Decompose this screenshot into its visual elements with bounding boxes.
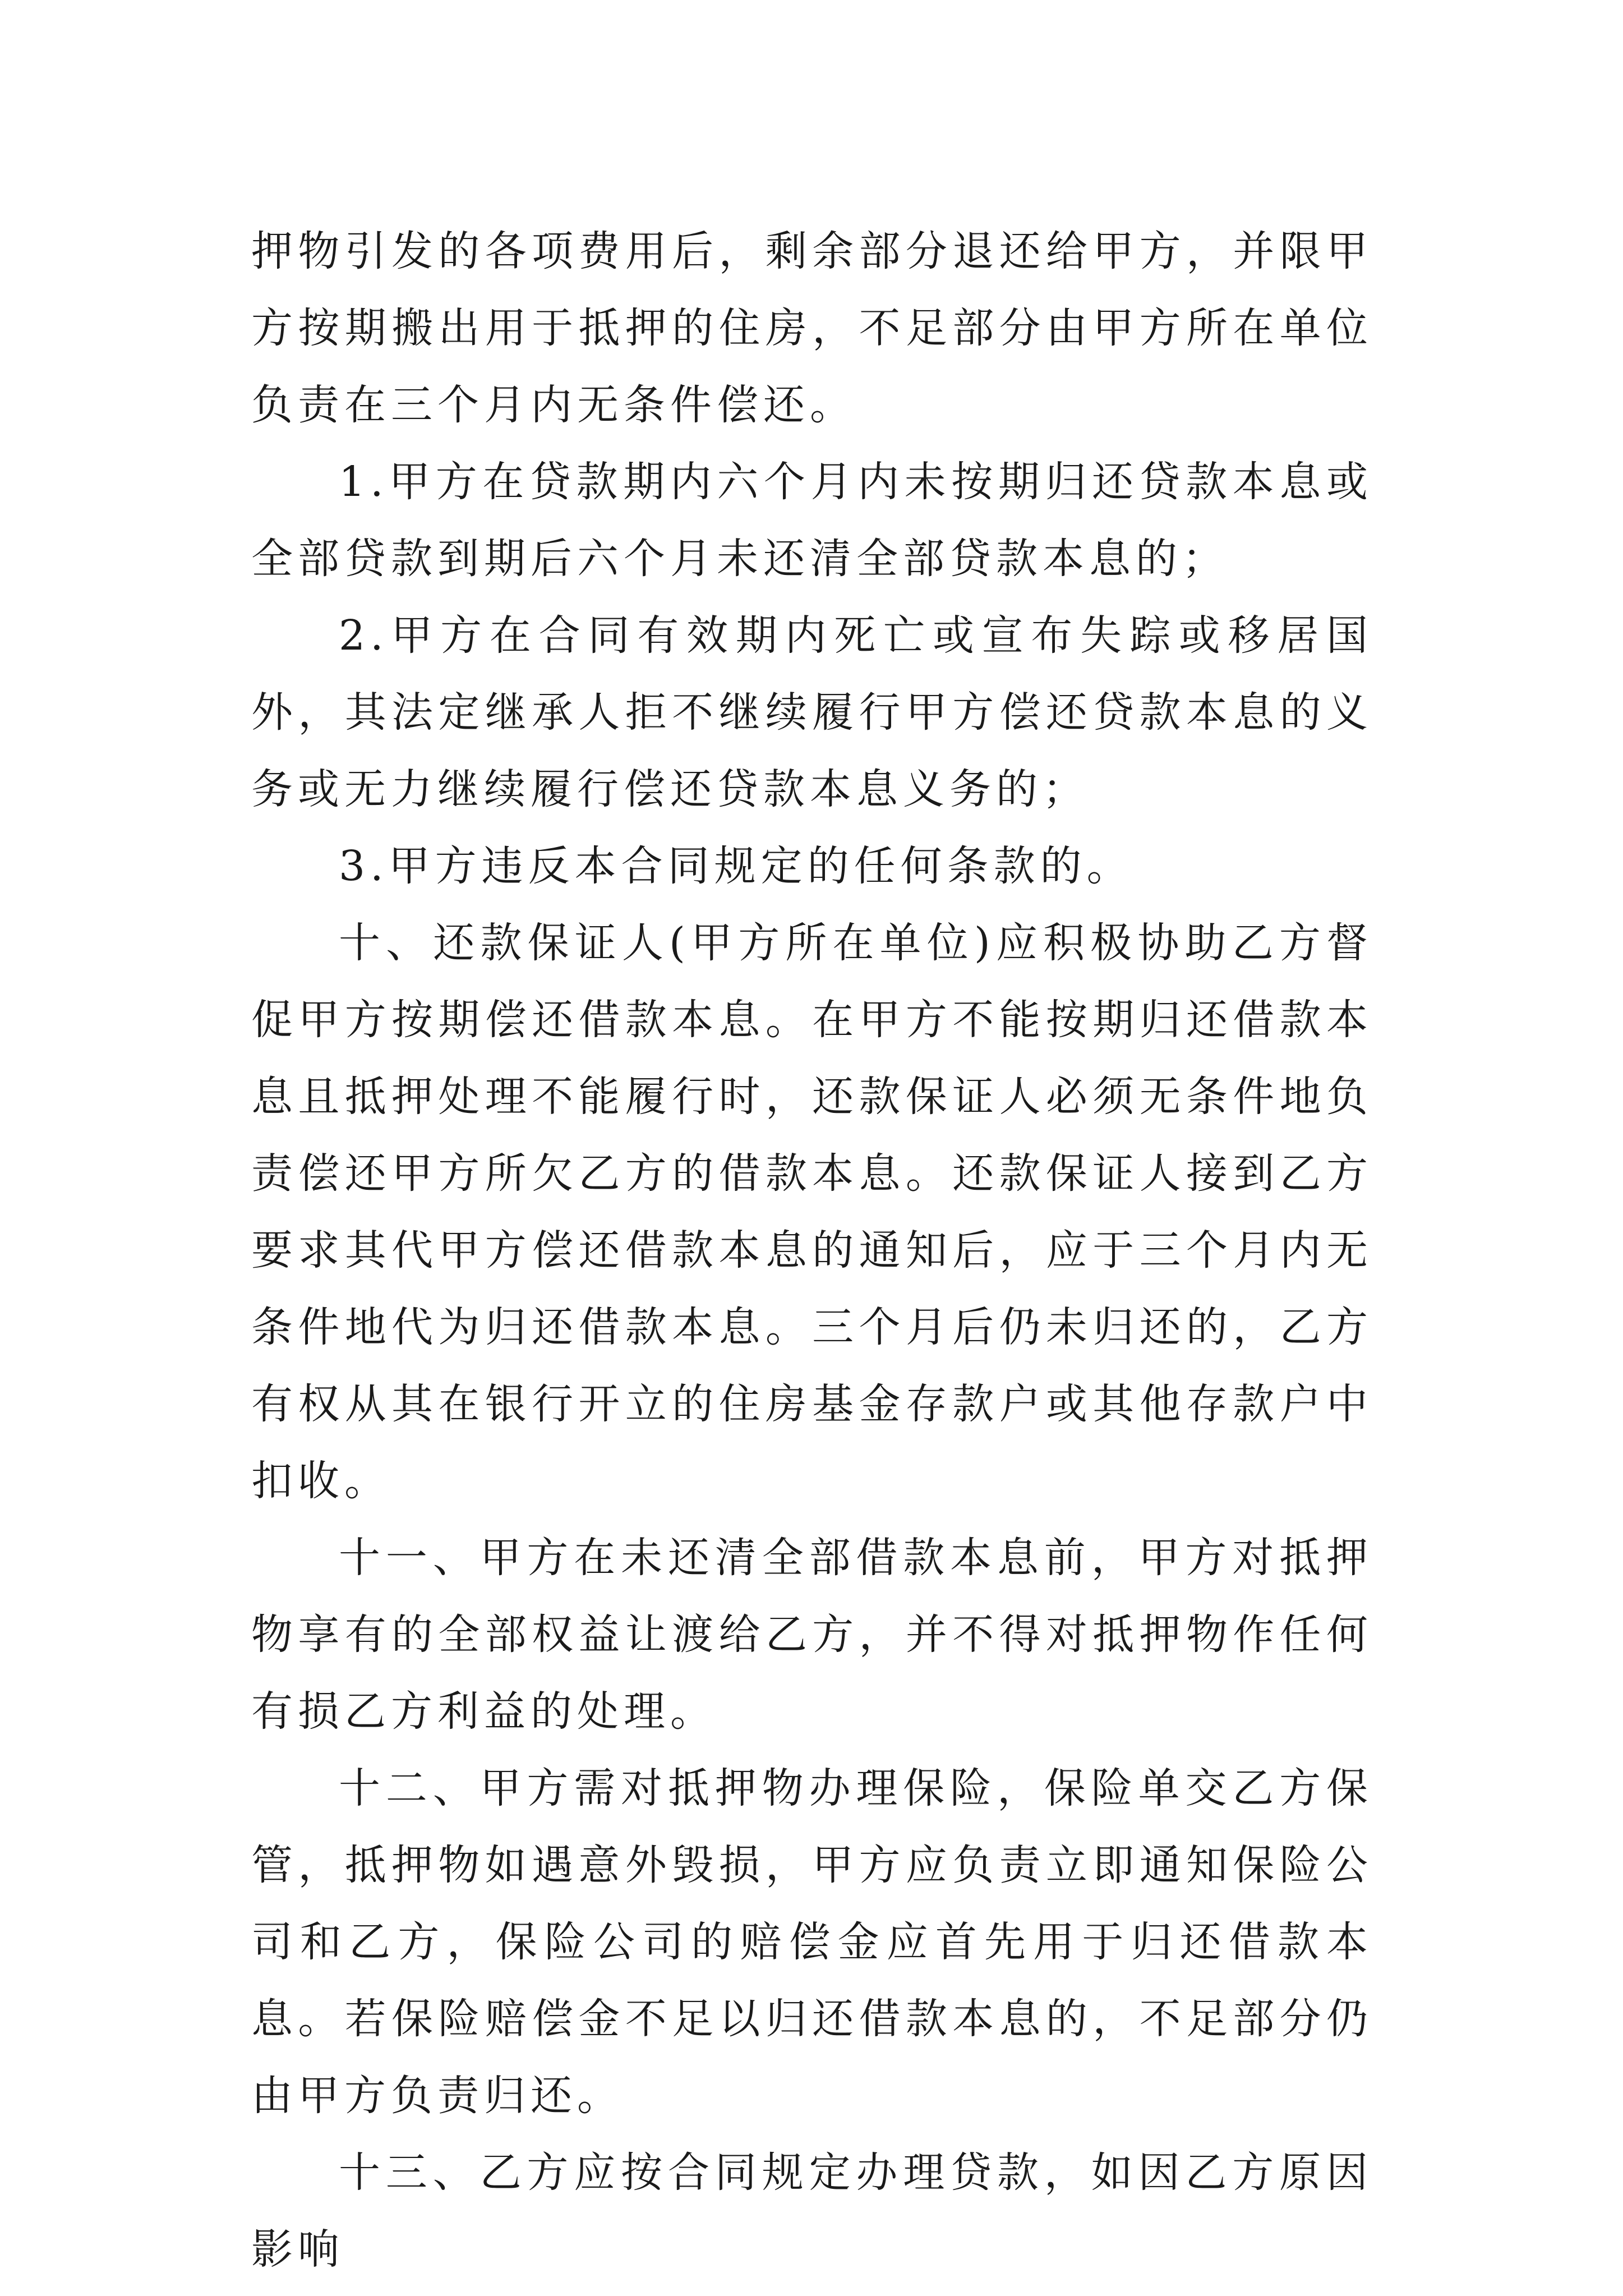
document-body (251, 213, 1373, 2288)
paragraph-clause-2: 2.甲方在合同有效期内死亡或宣布失踪或移居国外，其法定继承人拒不继续履行甲方偿还贷款本息的义务或无力继续履行偿还贷款本息义务的； (251, 611, 1373, 813)
paragraph-article-13: 十三、乙方应按合同规定办理贷款，如因乙方原因影响 (251, 2148, 1373, 2274)
paragraph-article-12: 十二、甲方需对抵押物办理保险，保险单交乙方保管，抵押物如遇意外毁损，甲方应负责立即通知保险公司和乙方，保险公司的赔偿金应首先用于归还借款本息。若保险赔偿金不足以归还借款本息的，不足部分仍由甲方负责归还。 (251, 1764, 1373, 2120)
paragraph-clause-1: 1.甲方在贷款期内六个月内未按期归还贷款本息或全部贷款到期后六个月未还清全部贷款本息的； (251, 458, 1373, 583)
paragraph-continuation: 押物引发的各项费用后，剩余部分退还给甲方，并限甲方按期搬出用于抵押的住房，不足部分由甲方所在单位负责在三个月内无条件偿还。 (251, 227, 1373, 429)
paragraph-clause-3: 3.甲方违反本合同规定的任何条款的。 (339, 842, 1133, 890)
paragraph-article-10: 十、还款保证人(甲方所在单位)应积极协助乙方督促甲方按期偿还借款本息。在甲方不能按期归还借款本息且抵押处理不能履行时，还款保证人必须无条件地负责偿还甲方所欠乙方的借款本息。还款保证人接到乙方要求其代甲方偿还借款本息的通知后，应于三个月内无条件地代为归还借款本息。三个月后仍未归还的，乙方有权从其在银行开立的住房基金存款户或其他存款户中扣收。 (251, 919, 1373, 1505)
paragraph-article-11: 十一、甲方在未还清全部借款本息前，甲方对抵押物享有的全部权益让渡给乙方，并不得对抵押物作任何有损乙方利益的处理。 (251, 1534, 1373, 1736)
